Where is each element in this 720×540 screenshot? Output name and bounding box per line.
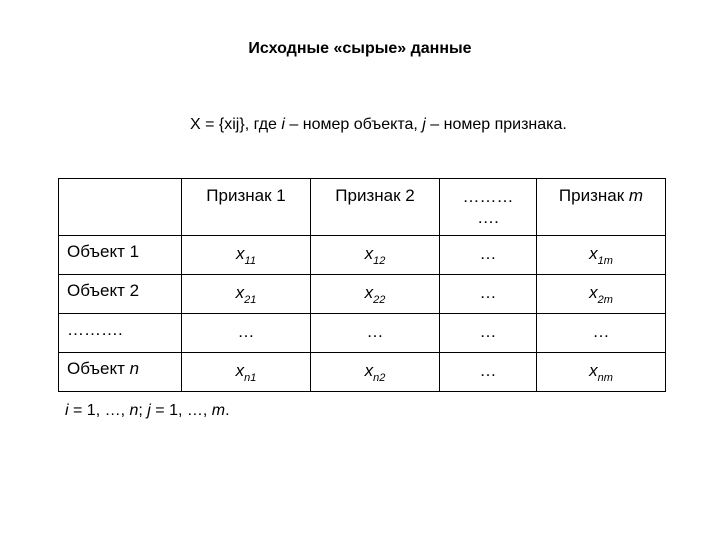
range-n: n [129,402,139,419]
cell-subscript: 1m [597,255,613,267]
row-label-prefix: Объект [67,242,130,261]
row-label-index: n [129,359,140,378]
table-cell [311,236,440,275]
table-cell [182,353,311,392]
header-feature-2-text: Признак 2 [335,186,415,205]
formula-i: i [281,116,285,133]
header-feature-1 [182,179,311,236]
table-row [59,236,666,275]
cell-variable: x [364,361,374,380]
header-feature-m-var: m [628,186,644,205]
row-label [59,353,182,392]
table-cell-ellipsis: … [182,314,311,353]
cell-variable: x [589,244,598,263]
data-table [58,178,666,392]
table-cell [537,353,666,392]
cell-variable: x [589,283,598,302]
cell-variable: x [589,361,598,380]
range-sep: ; [138,402,148,419]
cell-variable: x [235,283,245,302]
row-label-prefix: Объект [67,281,130,300]
range-part2: = 1, …, [150,402,212,419]
formula-lead: X = {xij}, где [190,116,282,133]
formula-tail: – номер признака. [425,116,567,133]
range-end: . [225,402,230,419]
row-label-prefix: ………. [67,320,123,339]
table-cell-ellipsis: … [440,236,537,275]
row-label-prefix: Объект [67,359,130,378]
table-row [59,314,666,353]
cell-variable: x [364,283,374,302]
row-label [59,236,182,275]
cell-subscript: 12 [373,255,386,267]
formula-line [190,116,567,134]
table-row [59,275,666,314]
table-cell [537,236,666,275]
table-cell [182,236,311,275]
index-ranges [65,402,230,420]
cell-subscript: nm [597,372,613,384]
table-cell-ellipsis: … [537,314,666,353]
slide-title: Исходные «сырые» данные [248,40,472,57]
cell-variable: x [364,244,374,263]
table-cell-ellipsis: … [440,314,537,353]
row-label [59,275,182,314]
table-cell [537,275,666,314]
table-body [59,236,666,392]
header-feature-m [537,179,666,236]
cell-subscript: 22 [373,294,386,306]
cell-subscript: 11 [244,255,256,267]
range-j: j [147,402,151,419]
header-feature-m-prefix: Признак [558,186,629,205]
formula-mid: – номер объекта, [284,116,423,133]
table-cell [311,353,440,392]
header-ellipsis-line2: …. [477,208,499,228]
range-m: m [211,402,226,419]
cell-subscript: 21 [244,294,257,306]
header-feature-m-text [537,179,665,206]
table-header-row [59,179,666,236]
header-ellipsis [440,179,537,236]
range-part1: = 1, …, [68,402,130,419]
row-label [59,314,182,353]
cell-variable: x [236,244,245,263]
cell-subscript: 2m [597,294,613,306]
table-row [59,353,666,392]
formula-j: j [422,116,426,133]
header-feature-2 [311,179,440,236]
header-feature-1-text: Признак 1 [206,186,286,205]
header-ellipsis-text [440,179,536,229]
cell-subscript: n2 [373,372,386,384]
header-corner [59,179,182,236]
table-cell [182,275,311,314]
table-cell-ellipsis: … [311,314,440,353]
row-label-index: 1 [129,242,140,261]
table-cell-ellipsis: … [440,353,537,392]
range-i: i [65,402,69,419]
cell-variable: x [235,361,245,380]
row-label-index: 2 [129,281,140,300]
cell-subscript: n1 [244,372,257,384]
table-cell [311,275,440,314]
header-ellipsis-line1: ……… [462,187,514,206]
table-cell-ellipsis: … [440,275,537,314]
